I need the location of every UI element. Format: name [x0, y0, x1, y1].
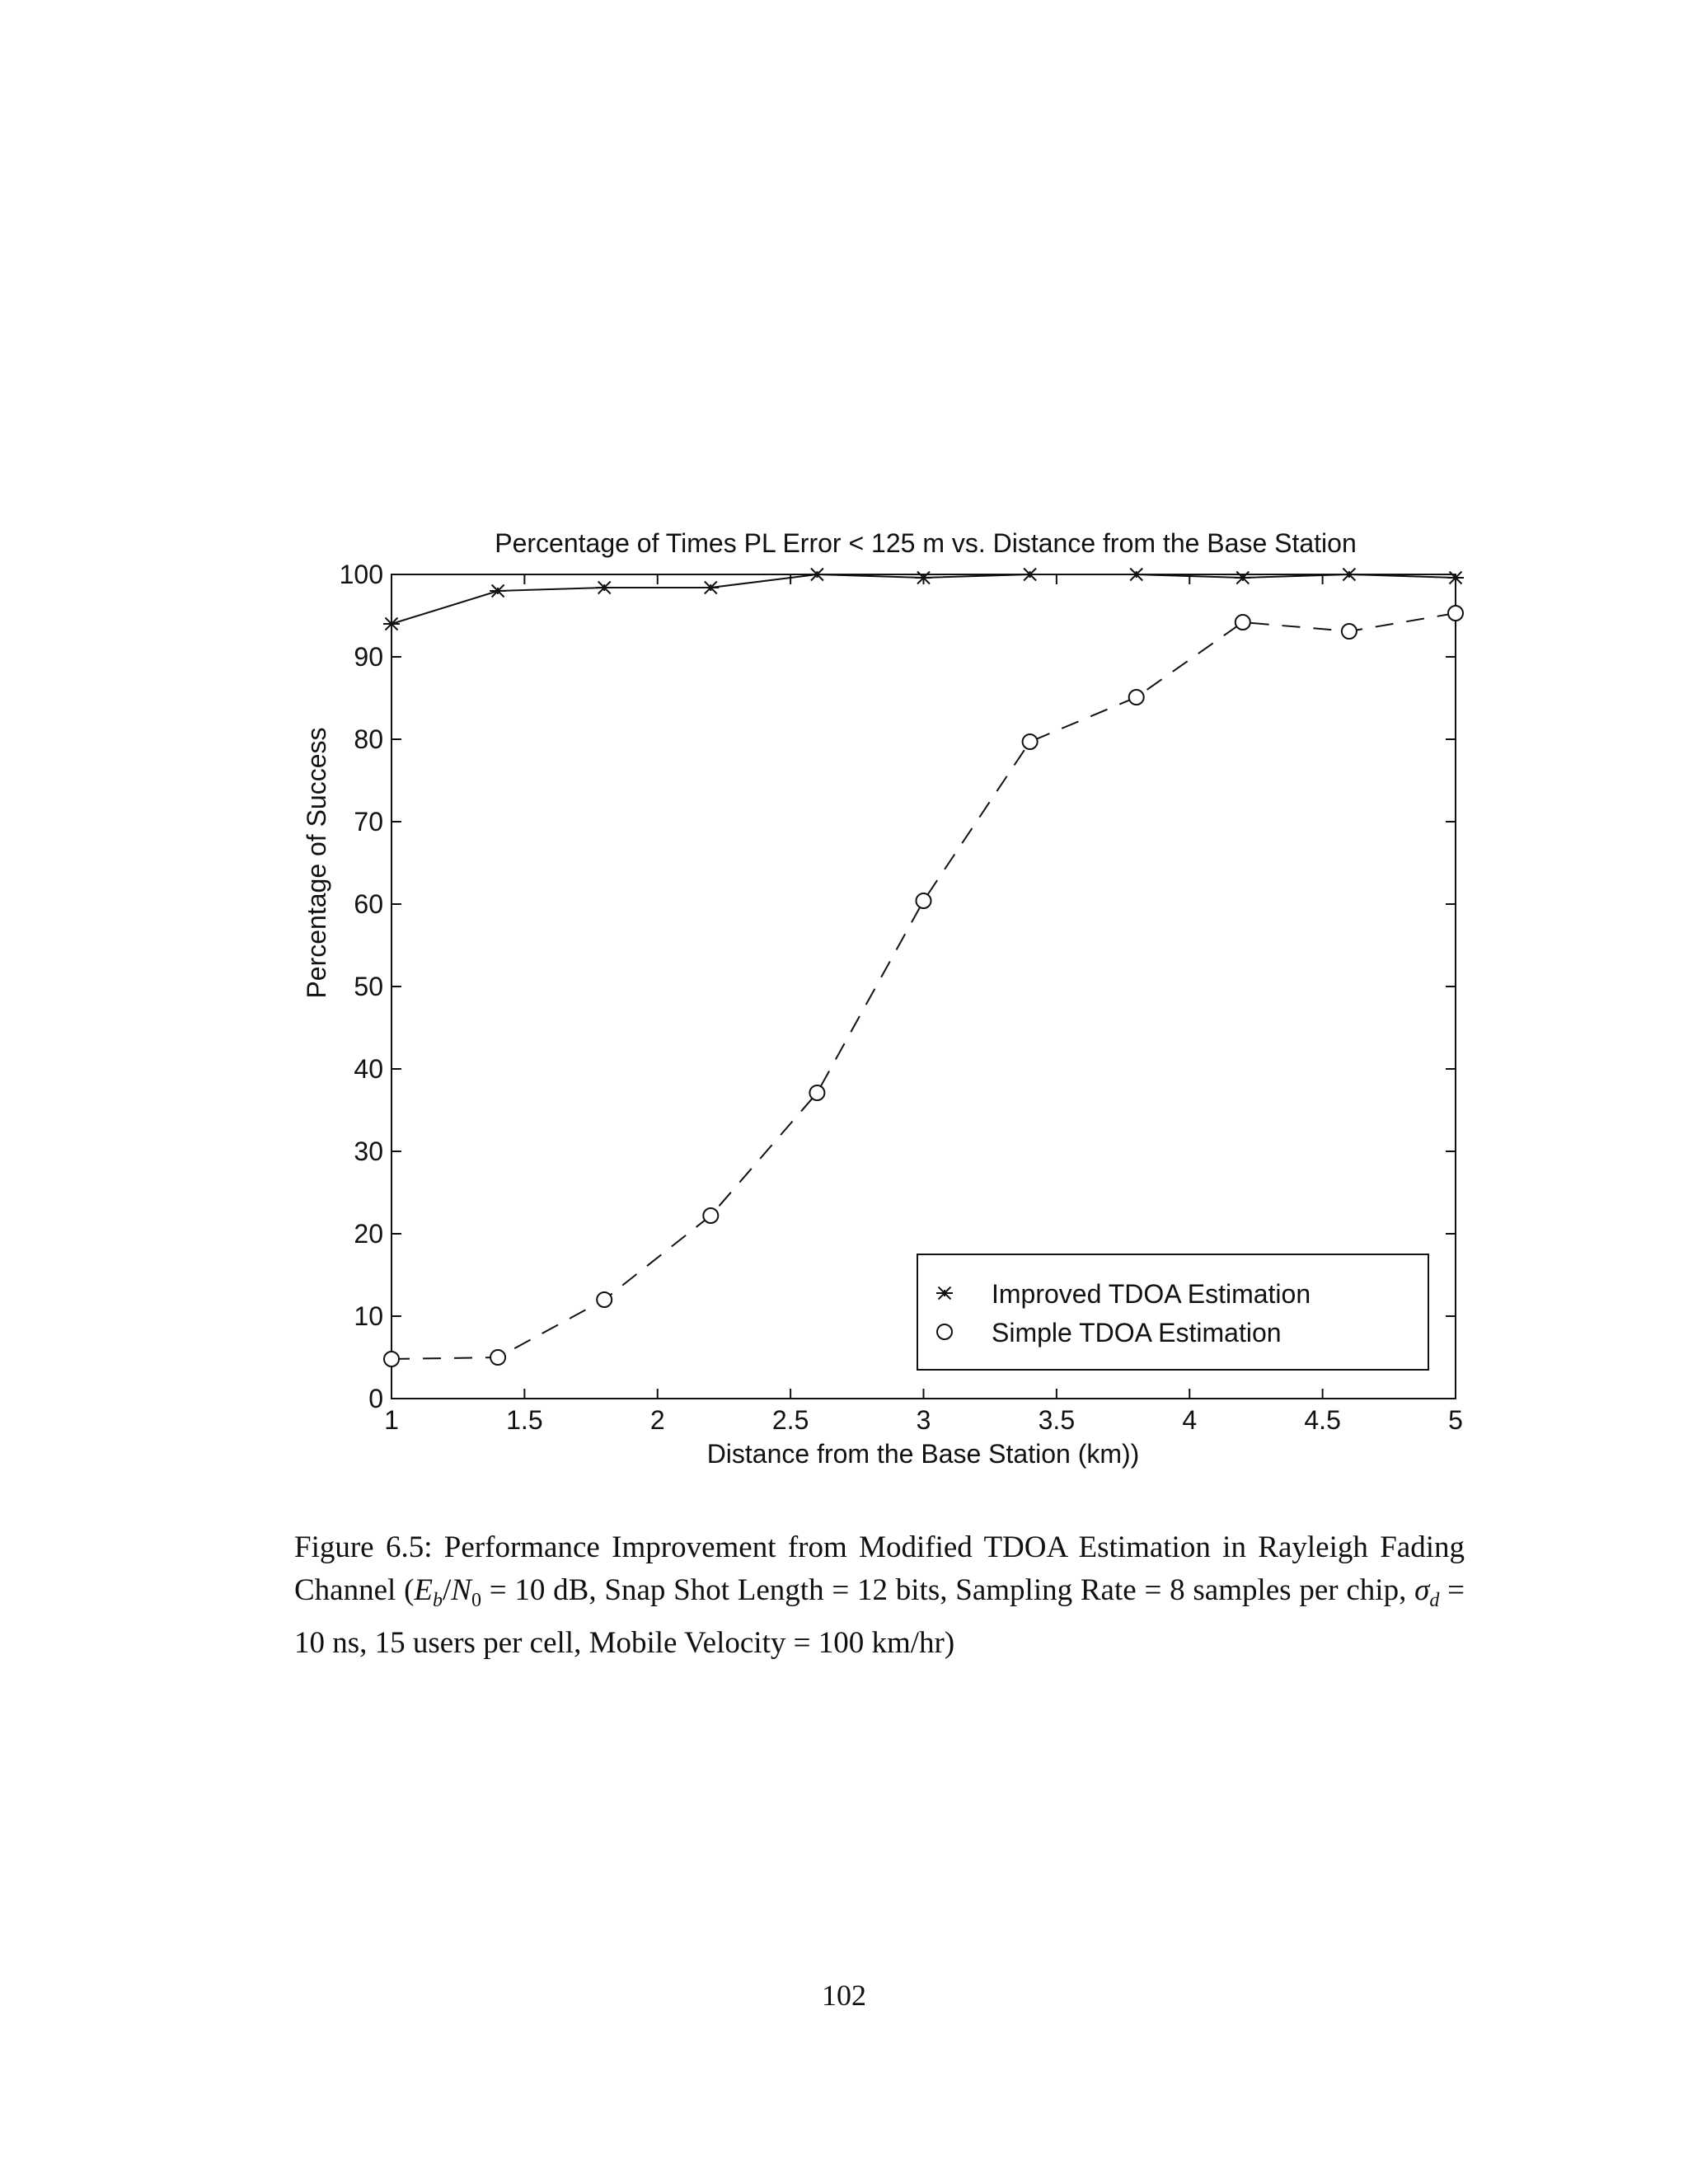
data-point-improved [596, 582, 612, 594]
x-tick-label: 3 [916, 1405, 931, 1435]
y-tick-label: 70 [354, 807, 383, 837]
x-tick-label: 4 [1182, 1405, 1198, 1435]
caption-n0: N [451, 1573, 471, 1607]
data-point-improved [1235, 572, 1251, 584]
legend-marker-simple [937, 1324, 952, 1339]
data-point-simple [703, 1208, 718, 1223]
y-tick-label: 50 [354, 972, 383, 1001]
y-tick-label: 90 [354, 642, 383, 672]
data-point-improved [1128, 569, 1145, 581]
chart-title: Percentage of Times PL Error < 125 m vs. Distance from the Base Station [495, 528, 1357, 558]
data-point-simple [1448, 606, 1463, 621]
page-number: 102 [822, 1979, 866, 2012]
data-point-improved [702, 582, 719, 594]
x-tick-label: 2.5 [771, 1405, 809, 1435]
data-point-simple [597, 1292, 612, 1307]
data-point-improved [809, 569, 825, 581]
caption-prefix: Figure 6.5: Performance Improvement from Modified TDOA Estimation in Rayleigh Fading Channel ( [294, 1530, 1465, 1607]
series-line-simple [392, 613, 1456, 1359]
x-tick-label: 1.5 [506, 1405, 543, 1435]
y-tick-label: 80 [354, 724, 383, 754]
y-tick-label: 40 [354, 1054, 383, 1084]
caption-sigma: σ [1414, 1573, 1430, 1607]
y-tick-label: 100 [339, 560, 383, 589]
y-tick-label: 60 [354, 889, 383, 919]
caption-slash: / [443, 1573, 452, 1607]
figure-caption [294, 1526, 1465, 1665]
series-layer [383, 569, 1464, 1367]
data-point-simple [1023, 734, 1038, 749]
caption-eb: E [414, 1573, 434, 1607]
data-point-simple [1129, 690, 1144, 705]
legend-box [917, 1254, 1428, 1370]
data-point-improved [1341, 569, 1357, 581]
y-tick-label: 20 [354, 1219, 383, 1249]
y-axis-label: Percentage of Success [302, 727, 331, 999]
caption-eb-sub: b [433, 1590, 443, 1611]
x-axis-label: Distance from the Base Station (km)) [706, 1439, 1140, 1469]
y-tick-label: 0 [368, 1384, 383, 1413]
caption-sigma-sub: d [1429, 1590, 1440, 1611]
data-point-simple [1342, 624, 1357, 639]
caption-n0-sub: 0 [471, 1590, 481, 1611]
x-tick-label: 5 [1448, 1405, 1463, 1435]
x-tick-label: 2 [649, 1405, 665, 1435]
x-tick-label: 4.5 [1304, 1405, 1341, 1435]
data-point-simple [917, 893, 931, 908]
caption-middle: = 10 dB, Snap Shot Length = 12 bits, Sampling Rate = 8 samples per chip, [481, 1573, 1415, 1607]
legend-marker-glyph-simple [937, 1324, 952, 1339]
data-point-simple [1236, 615, 1250, 630]
legend [917, 1254, 1428, 1370]
legend-label-simple: Simple TDOA Estimation [992, 1318, 1282, 1347]
legend-label-improved: Improved TDOA Estimation [992, 1279, 1311, 1309]
data-point-simple [384, 1352, 399, 1366]
data-point-improved [490, 585, 506, 598]
data-point-simple [809, 1085, 824, 1100]
y-tick-label: 30 [354, 1137, 383, 1166]
data-point-improved [1022, 569, 1039, 581]
x-tick-label: 3.5 [1038, 1405, 1076, 1435]
y-tick-label: 10 [354, 1301, 383, 1331]
caption-suffix: = 10 ns, 15 users per cell, Mobile Velocity = 100 km/hr) [294, 1573, 1465, 1660]
x-tick-label: 1 [384, 1405, 399, 1435]
data-point-simple [490, 1350, 505, 1365]
